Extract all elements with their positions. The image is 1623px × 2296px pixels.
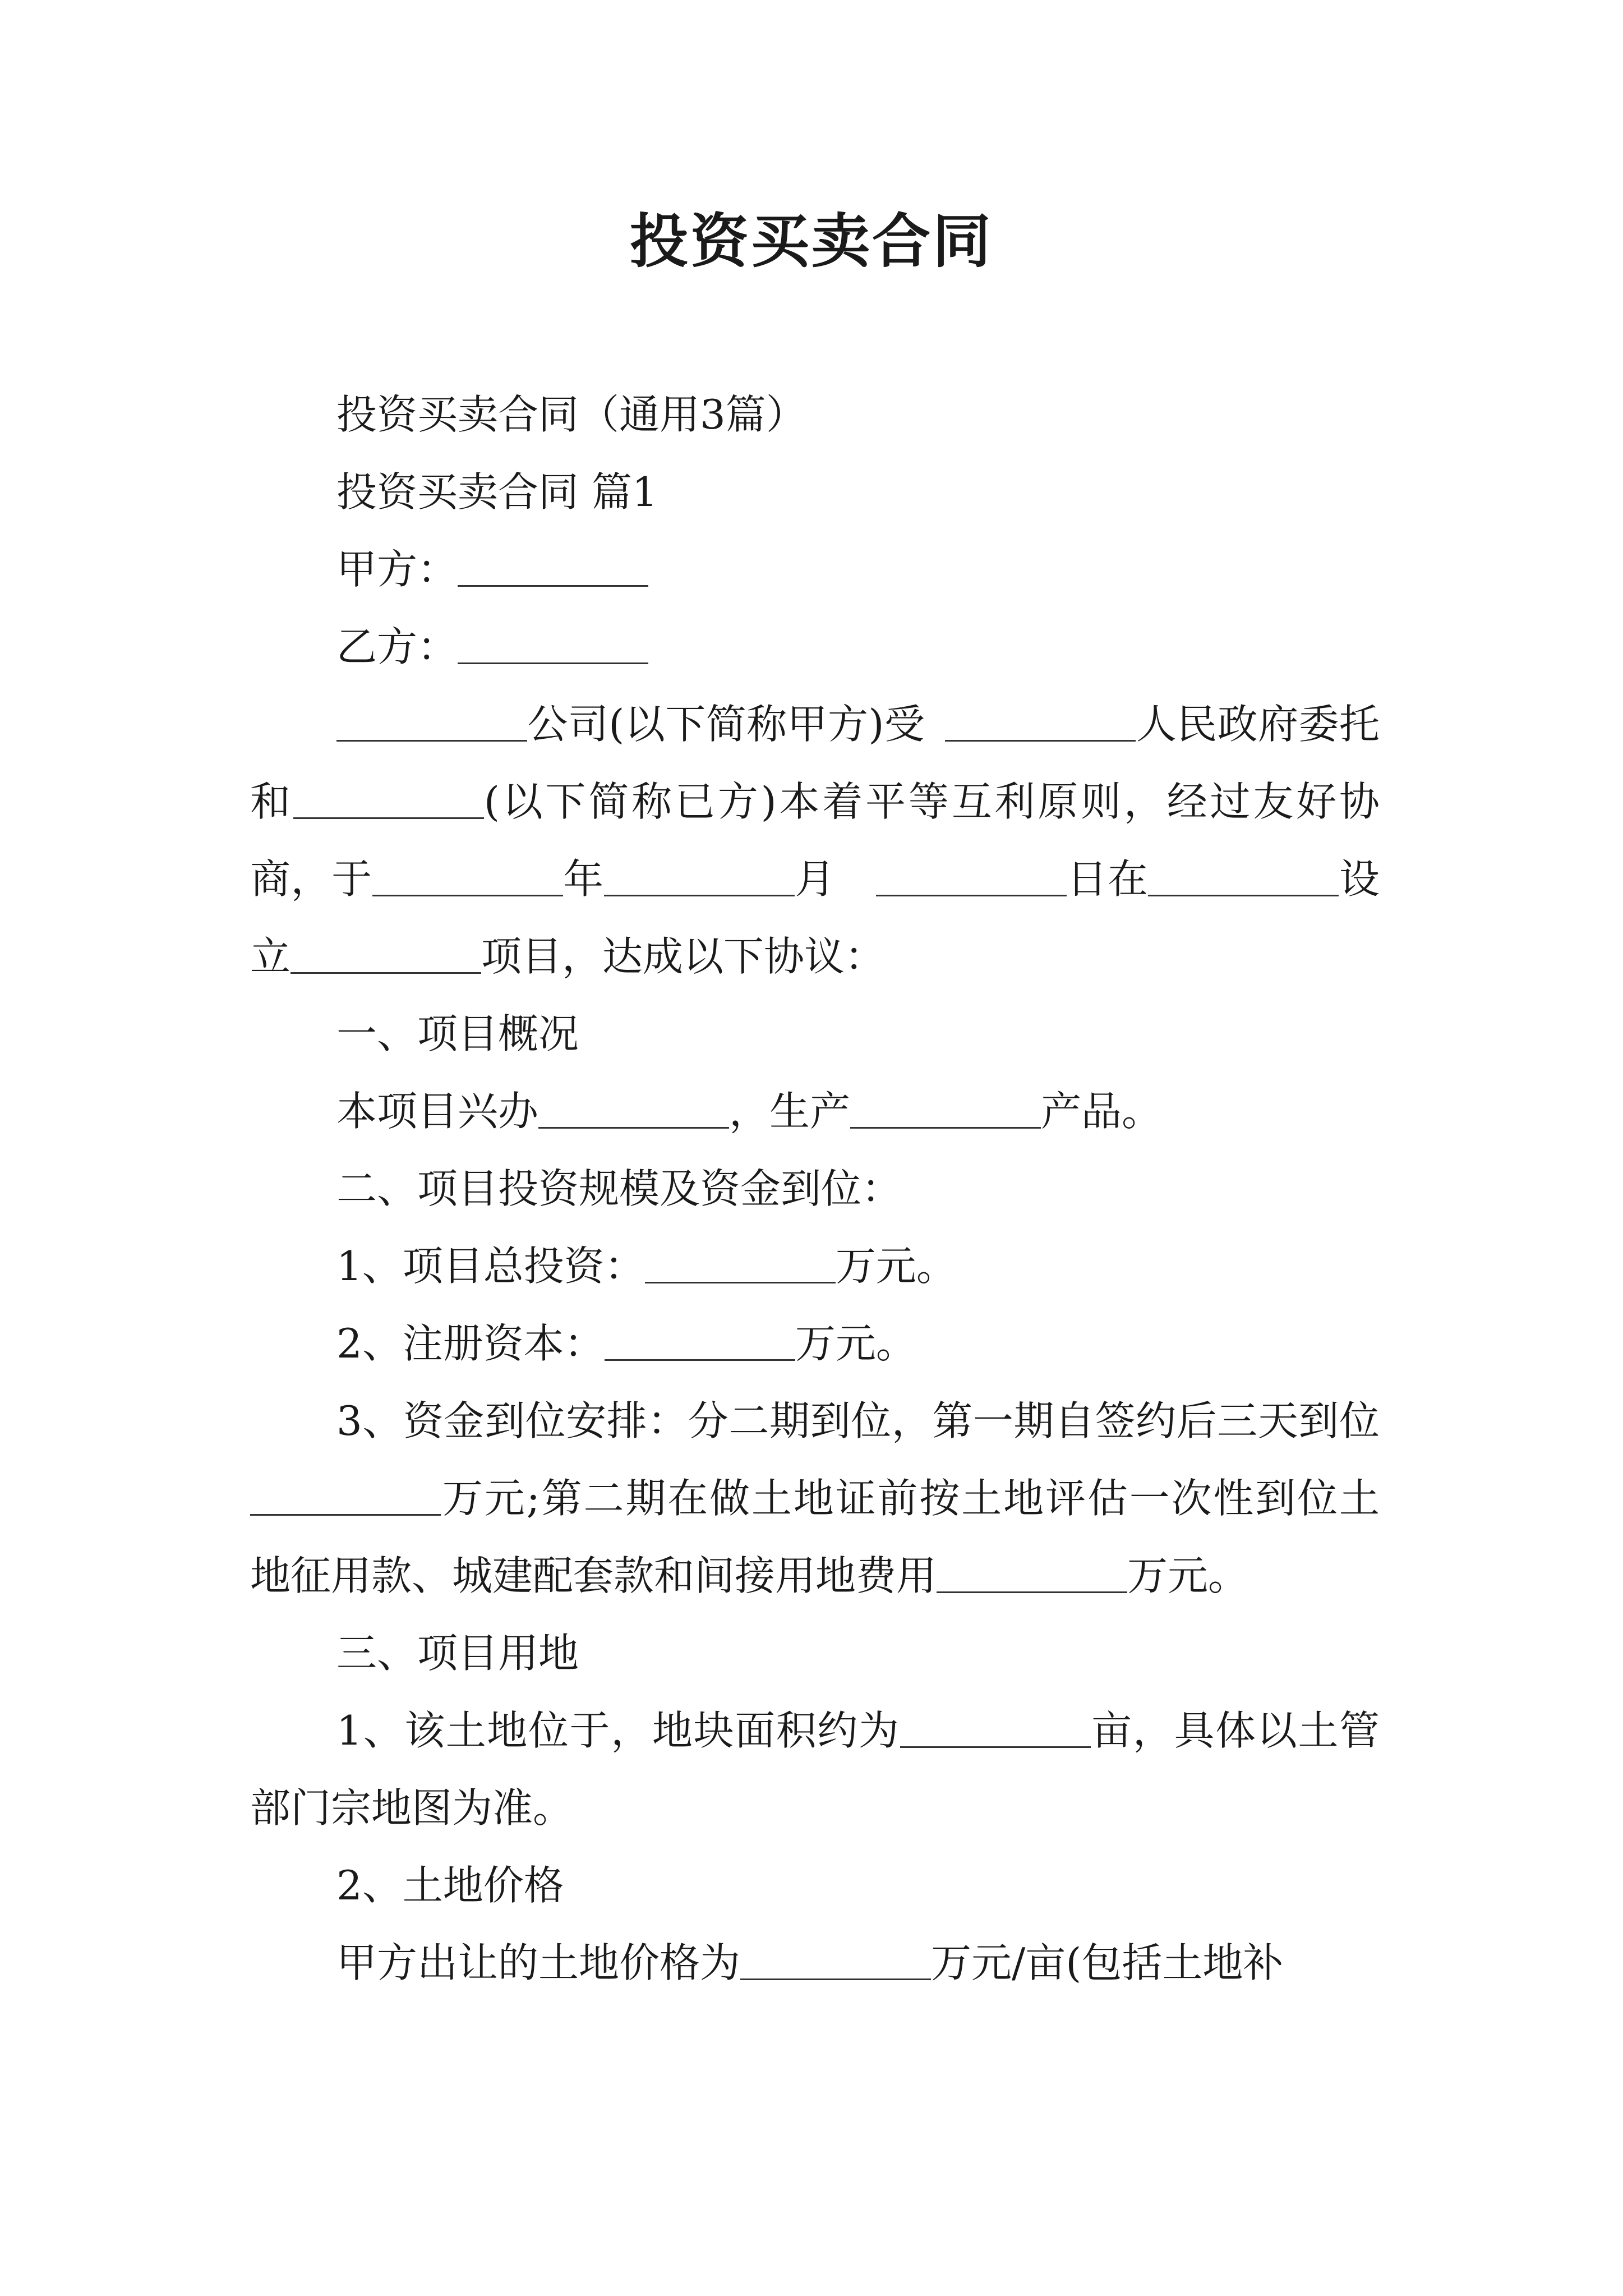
heading-3: 三、项目用地	[336, 1630, 579, 1677]
registered-capital-line	[250, 1305, 1380, 1382]
intro-year: 年	[562, 855, 604, 903]
funding-text-b: 万元;第二期在做土地证前按土地评估一次性到位土地征用款、城建配套款和间接用地费用	[250, 1475, 1380, 1599]
overview-text-a: 本项目兴办	[336, 1088, 539, 1135]
day-blank	[876, 861, 1067, 896]
government-blank	[945, 706, 1136, 742]
intro-month: 月	[794, 855, 836, 903]
section-heading: 投资买卖合同 篇1	[336, 468, 658, 516]
land-area-blank	[900, 1713, 1091, 1748]
company-blank	[336, 706, 527, 742]
intro-text-1: 公司(以下简称甲方)受	[527, 701, 925, 748]
document-body	[250, 376, 1380, 2001]
subtitle-line: 投资买卖合同（通用3篇）	[336, 391, 806, 438]
funding-schedule-paragraph	[250, 1382, 1380, 1614]
heading-2: 二、项目投资规模及资金到位：	[336, 1165, 902, 1212]
total-investment-blank	[645, 1248, 836, 1283]
land-price-blank	[740, 1945, 931, 1980]
heading-1: 一、项目概况	[336, 1010, 579, 1057]
land-text-b: 亩，具体以土管部门宗地图为准。	[250, 1707, 1380, 1832]
second-phase-blank	[937, 1558, 1127, 1593]
party-a-label: 甲方：	[336, 546, 458, 593]
first-phase-blank	[250, 1480, 441, 1516]
funding-text-a: 3、资金到位安排：分二期到位，第一期自签约后三天到位	[336, 1397, 1380, 1444]
total-investment-label: 1、项目总投资：	[336, 1243, 645, 1290]
registered-capital-blank	[605, 1326, 795, 1361]
intro-text-6: 项目，达成以下协议：	[481, 933, 886, 980]
registered-capital-unit: 万元。	[795, 1320, 916, 1367]
party-b-line	[250, 608, 1380, 685]
party-a-line	[250, 531, 1380, 608]
document-title: 投资买卖合同	[629, 206, 993, 275]
party-b-blank	[458, 629, 648, 664]
intro-day: 日在	[1066, 855, 1149, 903]
project-blank	[291, 938, 481, 974]
land-text-a: 1、该土地位于，地块面积约为	[336, 1707, 900, 1754]
funding-text-c: 万元。	[1127, 1552, 1249, 1599]
land-price-heading: 2、土地价格	[336, 1862, 564, 1909]
intro-paragraph	[250, 685, 1380, 995]
registered-capital-label: 2、注册资本：	[336, 1320, 605, 1367]
overview-text-c: 产品。	[1041, 1088, 1163, 1135]
year-blank	[372, 861, 563, 896]
product-blank	[850, 1093, 1041, 1129]
intro-text-2: 人民政府委托和	[250, 701, 1380, 825]
total-investment-line	[250, 1227, 1380, 1305]
land-location-paragraph	[250, 1692, 1380, 1847]
month-blank	[604, 861, 795, 896]
land-price-line	[250, 1924, 1380, 2001]
land-price-text-b: 万元/亩(包括土地补	[931, 1939, 1284, 1986]
party-a-blank	[458, 551, 648, 587]
total-investment-unit: 万元。	[835, 1243, 957, 1290]
land-price-text-a: 甲方出让的土地价格为	[336, 1939, 741, 1986]
intro-text-3: (以下简称已方)本着平等互利原则，经过友好协商，于	[250, 778, 1380, 903]
overview-text-b: ，生产	[729, 1088, 851, 1135]
project-overview-line	[250, 1073, 1380, 1150]
party-b-name-blank	[293, 784, 484, 819]
intro-text-5: 设立	[250, 855, 1380, 980]
party-b-label: 乙方：	[336, 623, 458, 670]
business-blank	[538, 1093, 729, 1129]
location-blank	[1148, 861, 1339, 896]
